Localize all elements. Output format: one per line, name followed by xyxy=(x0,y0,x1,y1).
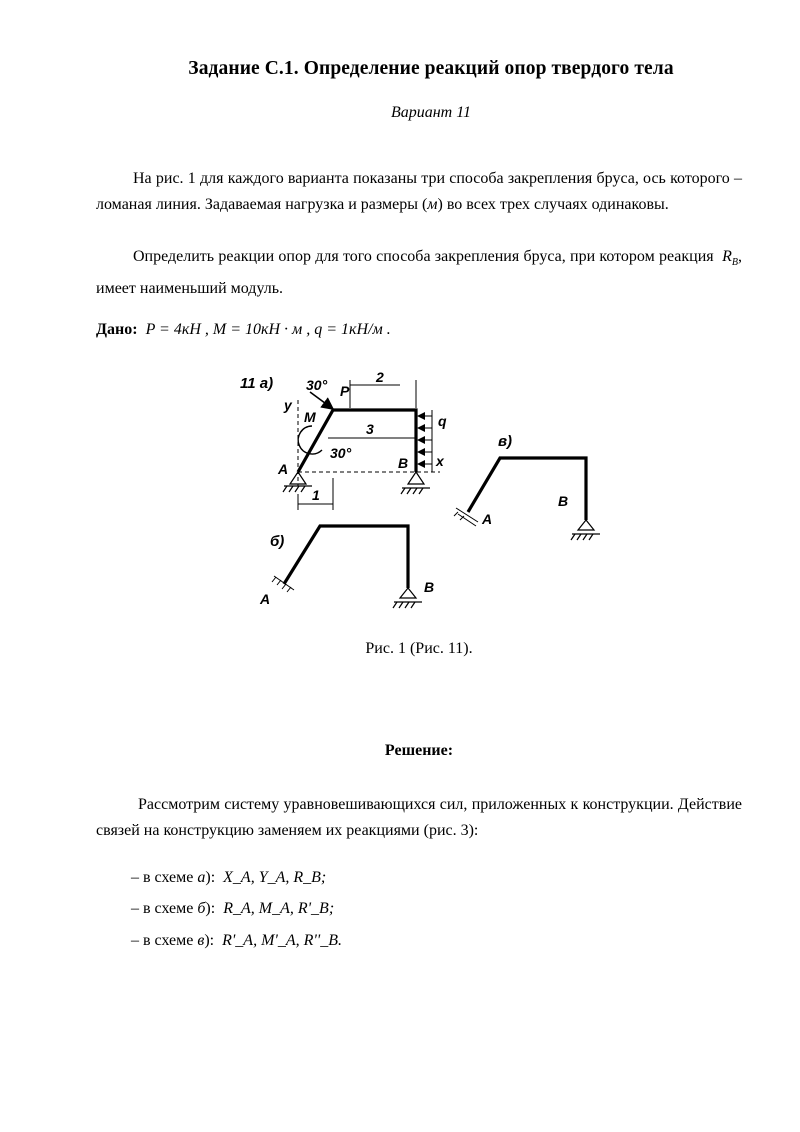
force-p-label: P xyxy=(340,383,350,399)
scheme-b-prefix: – в схеме xyxy=(131,900,198,917)
label-variant-b: б) xyxy=(270,533,285,550)
variant-label: Вариант 11 xyxy=(390,104,472,121)
support-b-roller-b xyxy=(393,588,422,608)
scheme-v-prefix: – в схеме xyxy=(131,932,198,949)
p2-symbol: R xyxy=(722,248,732,265)
support-b-label: B xyxy=(398,455,409,471)
scheme-b-formula: R_A, M_A, R'_B; xyxy=(223,900,335,917)
scheme-b-tag: б xyxy=(197,900,206,917)
distributed-load xyxy=(418,410,432,472)
scheme-v-line: – в схеме в): R'_A, M'_A, R''_B. xyxy=(131,932,342,949)
solution-intro-text: Рассмотрим систему уравновешивающихся сил, приложенных к конструкции. Действие связей на конструкцию заменяем их реакциями (рис. 3): xyxy=(96,796,742,839)
label-variant-v: в) xyxy=(498,433,513,450)
force-p-arrow xyxy=(310,392,333,409)
scheme-v-formula: R'_A, M'_A, R''_B. xyxy=(222,932,342,949)
p2-text-a: Определить реакции опор для того способа закрепления бруса, при котором реакция xyxy=(133,248,714,265)
task-title: Задание С.1. Определение реакций опор твердого тела xyxy=(188,58,674,79)
scheme-b-line: – в схеме б): R_A, M_A, R'_B; xyxy=(131,900,335,917)
p1-text-a: На рис. 1 для каждого варианта показаны три способа закрепления бруса, ось которого – ломаная линия. Задаваемая нагрузка и размеры ( xyxy=(96,170,742,213)
support-a-slider-v xyxy=(454,508,478,526)
figure-11-diagram xyxy=(240,368,610,618)
support-a-label: A xyxy=(278,461,289,477)
scheme-a-tag: а xyxy=(197,869,206,886)
angle-label-1: 30° xyxy=(306,377,328,393)
support-b-roller-v xyxy=(571,520,600,540)
given-values: P = 4кН , M = 10кН · м , q = 1кН/м . xyxy=(145,321,391,338)
p1-unit: м xyxy=(427,196,438,213)
beam-b xyxy=(284,526,408,588)
p1-text-b: ) во всех трех случаях одинаковы. xyxy=(437,196,669,213)
solution-title: Решение: xyxy=(384,742,454,759)
dim-3-label: 3 xyxy=(366,421,374,437)
dim-1-label: 1 xyxy=(312,487,320,503)
problem-paragraph-2 xyxy=(96,244,742,302)
support-b-label-v: B xyxy=(558,493,569,509)
support-b-roller xyxy=(401,472,430,494)
moment-m-label: M xyxy=(304,409,316,425)
load-q-label: q xyxy=(438,413,447,429)
label-variant-a: 11 а) xyxy=(240,375,274,392)
scheme-v-tag: в xyxy=(197,932,205,949)
support-a-label-b: A xyxy=(260,591,271,607)
figure-caption: Рис. 1 (Рис. 11). xyxy=(365,640,473,657)
problem-paragraph-1 xyxy=(96,166,742,218)
p2-text-b: , имеет наименьший модуль. xyxy=(96,248,743,298)
scheme-a-prefix: – в схеме xyxy=(131,869,198,886)
axis-y-label: y xyxy=(284,397,292,413)
given-line xyxy=(96,321,391,339)
support-a-label-v: A xyxy=(482,511,493,527)
angle-label-2: 30° xyxy=(330,445,352,461)
p2-subscript: B xyxy=(731,257,739,269)
given-label: Дано: xyxy=(96,321,138,338)
support-b-label-b: B xyxy=(424,579,435,595)
axis-x-label: x xyxy=(436,453,444,469)
dim-2-label: 2 xyxy=(376,369,384,385)
support-a-fixed-b xyxy=(272,576,294,592)
solution-intro xyxy=(96,792,742,844)
scheme-a-formula: X_A, Y_A, R_B; xyxy=(223,869,327,886)
scheme-a-line: – в схеме а): X_A, Y_A, R_B; xyxy=(131,869,327,886)
